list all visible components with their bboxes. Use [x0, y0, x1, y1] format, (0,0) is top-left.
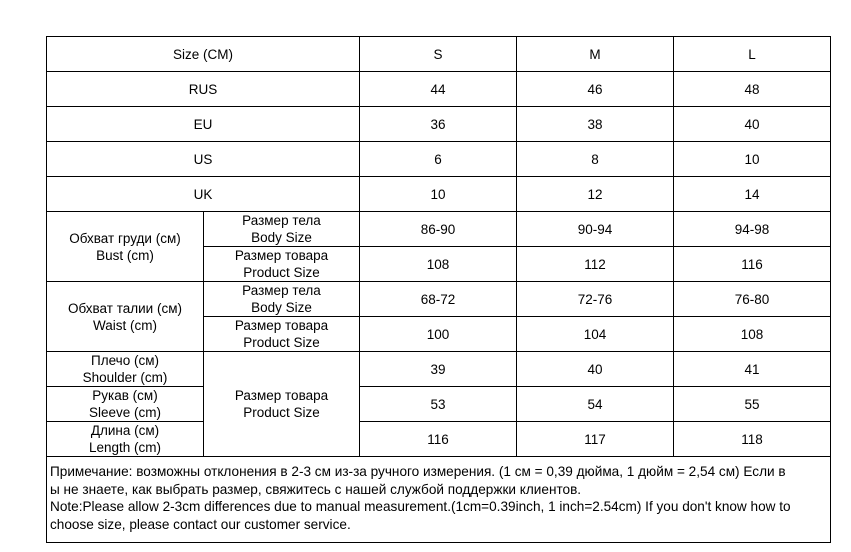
table-row-sleeve [47, 387, 831, 422]
sub-label-en: Body Size [251, 230, 312, 245]
cell-value: 36 [360, 107, 517, 142]
cell-value: 38 [517, 107, 674, 142]
sub-label-en: Product Size [243, 265, 320, 280]
size-header-s: S [360, 37, 517, 72]
table-row-uk [47, 177, 831, 212]
cell-value: 44 [360, 72, 517, 107]
sub-label-ru: Размер товара [234, 318, 329, 333]
cell-value: 100 [360, 317, 517, 352]
cell-value: 10 [360, 177, 517, 212]
note-text [47, 457, 831, 543]
cell-value: 108 [360, 247, 517, 282]
waist-label-ru: Обхват талии (см) [68, 300, 182, 316]
cell-value: 46 [517, 72, 674, 107]
length-label-ru: Длина (см) [90, 423, 160, 438]
sub-label-product-size [204, 317, 360, 352]
sub-label-body-size [204, 212, 360, 247]
table-row-waist-body [47, 282, 831, 317]
sleeve-label-en: Sleeve (cm) [88, 405, 161, 420]
cell-value: 104 [517, 317, 674, 352]
cell-value: 117 [517, 422, 674, 457]
row-label-rus: RUS [47, 72, 360, 107]
cell-value: 10 [674, 142, 831, 177]
length-label-en: Length (cm) [88, 440, 162, 455]
cell-value: 86-90 [360, 212, 517, 247]
cell-value: 41 [674, 352, 831, 387]
sub-label-product-size [204, 352, 360, 457]
row-label-length [47, 422, 204, 457]
sub-label-en: Product Size [243, 405, 320, 420]
sub-label-ru: Размер тела [242, 283, 321, 298]
cell-value: 118 [674, 422, 831, 457]
table-row-shoulder [47, 352, 831, 387]
sub-label-ru: Размер тела [242, 213, 321, 228]
waist-label-en: Waist (cm) [93, 317, 157, 333]
shoulder-label-en: Shoulder (cm) [82, 370, 168, 385]
cell-value: 12 [517, 177, 674, 212]
cell-value: 76-80 [674, 282, 831, 317]
row-label-bust [47, 212, 204, 282]
bust-label-en: Bust (cm) [96, 247, 154, 263]
sub-label-body-size [204, 282, 360, 317]
row-label-waist [47, 282, 204, 352]
cell-value: 55 [674, 387, 831, 422]
note-line-en-1: Note:Please allow 2-3cm differences due to manual measurement.(1cm=0.39inch, 1 inch=2.54cm) If you don't know how to [50, 499, 791, 514]
cell-value: 14 [674, 177, 831, 212]
cell-value: 94-98 [674, 212, 831, 247]
table-row-bust-body [47, 212, 831, 247]
sub-label-ru: Размер товара [234, 388, 329, 403]
header-row [47, 37, 831, 72]
size-header-m: M [517, 37, 674, 72]
note-row [47, 457, 831, 543]
sleeve-label-ru: Рукав (см) [92, 388, 158, 403]
cell-value: 116 [674, 247, 831, 282]
row-label-eu: EU [47, 107, 360, 142]
table-row-us [47, 142, 831, 177]
cell-value: 8 [517, 142, 674, 177]
size-chart-table [46, 36, 831, 543]
row-label-sleeve [47, 387, 204, 422]
cell-value: 6 [360, 142, 517, 177]
cell-value: 68-72 [360, 282, 517, 317]
sub-label-en: Product Size [243, 335, 320, 350]
sub-label-en: Body Size [251, 300, 312, 315]
size-header-l: L [674, 37, 831, 72]
cell-value: 108 [674, 317, 831, 352]
cell-value: 72-76 [517, 282, 674, 317]
size-header-label: Size (CM) [47, 37, 360, 72]
row-label-uk: UK [47, 177, 360, 212]
sub-label-ru: Размер товара [234, 248, 329, 263]
table-row-eu [47, 107, 831, 142]
table-row-length [47, 422, 831, 457]
shoulder-label-ru: Плечо (см) [91, 353, 159, 368]
row-label-shoulder [47, 352, 204, 387]
cell-value: 39 [360, 352, 517, 387]
cell-value: 112 [517, 247, 674, 282]
note-line-en-2: choose size, please contact our customer service. [50, 516, 351, 532]
row-label-us: US [47, 142, 360, 177]
cell-value: 90-94 [517, 212, 674, 247]
cell-value: 48 [674, 72, 831, 107]
cell-value: 40 [517, 352, 674, 387]
note-line-ru-1: Примечание: возможны отклонения в 2-3 см из-за ручного измерения. (1 см = 0,39 дюйма, 1 дюйм = 2,54 см) Если в [50, 464, 786, 479]
bust-label-ru: Обхват груди (см) [69, 230, 181, 246]
cell-value: 116 [360, 422, 517, 457]
sub-label-product-size [204, 247, 360, 282]
cell-value: 53 [360, 387, 517, 422]
cell-value: 54 [517, 387, 674, 422]
note-line-ru-2: ы не знаете, как выбрать размер, свяжитесь с нашей службой поддержки клиентов. [50, 481, 582, 497]
cell-value: 40 [674, 107, 831, 142]
table-row-rus [47, 72, 831, 107]
